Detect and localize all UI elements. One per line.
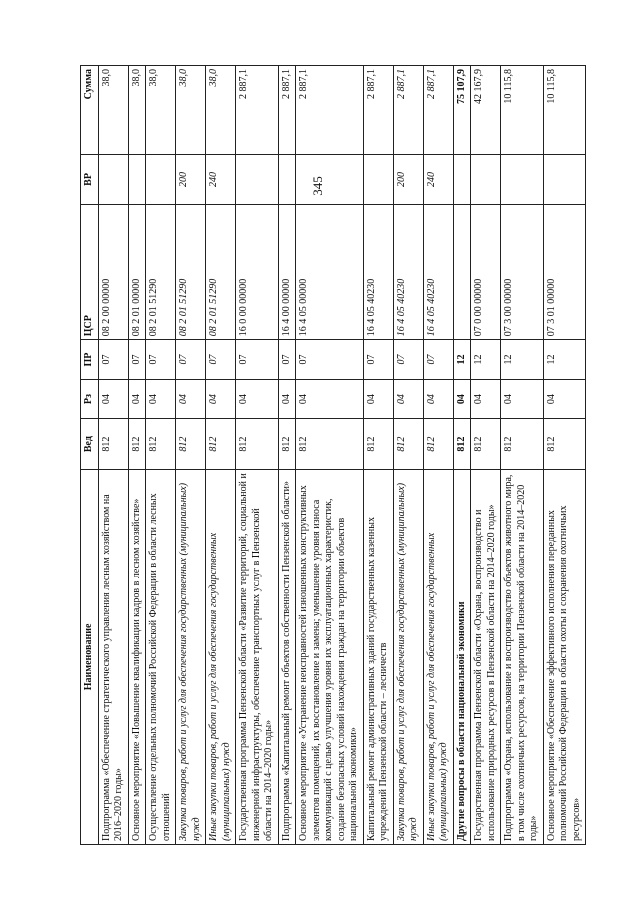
table-row bbox=[423, 66, 453, 845]
cell-ved: 812 bbox=[423, 419, 453, 469]
header-csr: ЦСР bbox=[81, 205, 99, 340]
cell-pr: 07 bbox=[296, 340, 364, 380]
cell-vr: 240 bbox=[206, 154, 236, 204]
table-row bbox=[543, 66, 586, 845]
cell-vr bbox=[98, 154, 128, 204]
cell-pr: 12 bbox=[471, 340, 501, 380]
header-ved: Вед bbox=[81, 419, 99, 469]
cell-pr: 07 bbox=[98, 340, 128, 380]
cell-csr: 08 2 01 51290 bbox=[146, 205, 176, 340]
cell-csr: 08 2 01 00000 bbox=[128, 205, 146, 340]
cell-ved: 812 bbox=[393, 419, 423, 469]
cell-vr: 200 bbox=[176, 154, 206, 204]
table-row bbox=[176, 66, 206, 845]
cell-ved: 812 bbox=[176, 419, 206, 469]
cell-ved: 812 bbox=[543, 419, 586, 469]
cell-ved: 812 bbox=[206, 419, 236, 469]
cell-name: Подпрограмма «Обеспечение стратегического управления лесным хозяйством на 2016–2020 годы» bbox=[98, 469, 128, 844]
cell-ved: 812 bbox=[453, 419, 471, 469]
cell-name: Закупка товаров, работ и услуг для обеспечения государственных (муниципальных) нужд bbox=[176, 469, 206, 844]
cell-pr: 07 bbox=[128, 340, 146, 380]
cell-rz: 04 bbox=[453, 379, 471, 419]
cell-pr: 07 bbox=[278, 340, 296, 380]
cell-vr bbox=[236, 154, 279, 204]
cell-ved: 812 bbox=[278, 419, 296, 469]
table-row bbox=[128, 66, 146, 845]
cell-name: Основное мероприятие «Обеспечение эффективного исполнения переданных полномочий Российской Федерации в области охоты и сохранения охотничьих ресурсов» bbox=[543, 469, 586, 844]
cell-name: Иные закупки товаров, работ и услуг для обеспечения государственных (муниципальных) нужд bbox=[423, 469, 453, 844]
cell-csr bbox=[453, 205, 471, 340]
cell-csr: 07 3 00 00000 bbox=[501, 205, 544, 340]
cell-rz: 04 bbox=[176, 379, 206, 419]
header-vr: ВР bbox=[81, 154, 99, 204]
cell-ved: 812 bbox=[236, 419, 279, 469]
cell-pr: 07 bbox=[363, 340, 393, 380]
cell-name: Основное мероприятие «Повышение квалификации кадров в лесном хозяйстве» bbox=[128, 469, 146, 844]
table-row bbox=[453, 66, 471, 845]
cell-rz: 04 bbox=[98, 379, 128, 419]
cell-ved: 812 bbox=[471, 419, 501, 469]
cell-sum: 38,0 bbox=[176, 66, 206, 155]
cell-sum: 42 167,9 bbox=[471, 66, 501, 155]
cell-pr: 07 bbox=[393, 340, 423, 380]
cell-pr: 07 bbox=[176, 340, 206, 380]
cell-ved: 812 bbox=[363, 419, 393, 469]
cell-name: Основное мероприятие «Устранение неисправностей изношенных конструктивных элементов помещений, их восстановление и замена; уменьшение уровня износа коммуникаций с целью улучшения уровня их эксплуатационных характеристик, создание безопасных условий нахождения граждан на территории объектов национальной экономики» bbox=[296, 469, 364, 844]
cell-sum: 2 887,1 bbox=[423, 66, 453, 155]
cell-vr: 240 bbox=[423, 154, 453, 204]
table-row bbox=[236, 66, 279, 845]
cell-name: Иные закупки товаров, работ и услуг для обеспечения государственных (муниципальных) нужд bbox=[206, 469, 236, 844]
table-row bbox=[471, 66, 501, 845]
cell-vr bbox=[296, 154, 364, 204]
cell-sum: 2 887,1 bbox=[393, 66, 423, 155]
budget-table bbox=[80, 65, 586, 845]
cell-vr bbox=[471, 154, 501, 204]
cell-rz: 04 bbox=[501, 379, 544, 419]
cell-vr bbox=[128, 154, 146, 204]
cell-csr: 16 4 05 00000 bbox=[296, 205, 364, 340]
cell-rz: 04 bbox=[543, 379, 586, 419]
cell-ved: 812 bbox=[146, 419, 176, 469]
cell-pr: 07 bbox=[423, 340, 453, 380]
cell-name: Государственная программа Пензенской области «Охрана, воспроизводство и использование природных ресурсов в Пензенской области на 2014–2020 годы» bbox=[471, 469, 501, 844]
cell-pr: 12 bbox=[453, 340, 471, 380]
budget-table-rotated bbox=[80, 65, 586, 845]
cell-sum: 38,0 bbox=[98, 66, 128, 155]
cell-rz: 04 bbox=[471, 379, 501, 419]
cell-name: Государственная программа Пензенской области «Развитие территорий, социальной и инженерной инфраструктуры, обеспечение транспортных услуг в Пензенской области на 2014–2020 годы» bbox=[236, 469, 279, 844]
cell-name: Другие вопросы в области национальной экономики bbox=[453, 469, 471, 844]
cell-sum: 38,0 bbox=[146, 66, 176, 155]
cell-vr bbox=[146, 154, 176, 204]
cell-sum: 10 115,8 bbox=[543, 66, 586, 155]
cell-csr: 16 4 05 40230 bbox=[363, 205, 393, 340]
cell-name: Подпрограмма «Капитальный ремонт объектов собственности Пензенской области» bbox=[278, 469, 296, 844]
cell-rz: 04 bbox=[393, 379, 423, 419]
table-row bbox=[501, 66, 544, 845]
table-row bbox=[393, 66, 423, 845]
cell-ved: 812 bbox=[501, 419, 544, 469]
table-row bbox=[296, 66, 364, 845]
cell-rz: 04 bbox=[146, 379, 176, 419]
cell-pr: 07 bbox=[236, 340, 279, 380]
cell-sum: 2 887,1 bbox=[236, 66, 279, 155]
cell-pr: 12 bbox=[543, 340, 586, 380]
cell-csr: 16 0 00 00000 bbox=[236, 205, 279, 340]
cell-sum: 2 887,1 bbox=[296, 66, 364, 155]
cell-sum: 75 107,9 bbox=[453, 66, 471, 155]
cell-sum: 2 887,1 bbox=[278, 66, 296, 155]
cell-sum: 38,0 bbox=[128, 66, 146, 155]
page-number: 345 bbox=[309, 176, 325, 196]
cell-vr bbox=[501, 154, 544, 204]
table-row bbox=[206, 66, 236, 845]
table-row bbox=[278, 66, 296, 845]
cell-csr: 16 4 00 00000 bbox=[278, 205, 296, 340]
cell-csr: 16 4 05 40230 bbox=[423, 205, 453, 340]
cell-rz: 04 bbox=[236, 379, 279, 419]
cell-name: Закупка товаров, работ и услуг для обеспечения государственных (муниципальных) нужд bbox=[393, 469, 423, 844]
cell-csr: 08 2 01 51290 bbox=[206, 205, 236, 340]
header-sum: Сумма bbox=[81, 66, 99, 155]
cell-rz: 04 bbox=[128, 379, 146, 419]
cell-csr: 16 4 05 40230 bbox=[393, 205, 423, 340]
cell-ved: 812 bbox=[128, 419, 146, 469]
cell-sum: 38,0 bbox=[206, 66, 236, 155]
header-name: Наименование bbox=[81, 469, 99, 844]
cell-csr: 08 2 01 51290 bbox=[176, 205, 206, 340]
cell-csr: 08 2 00 00000 bbox=[98, 205, 128, 340]
cell-pr: 07 bbox=[206, 340, 236, 380]
cell-pr: 07 bbox=[146, 340, 176, 380]
cell-vr bbox=[453, 154, 471, 204]
table-row bbox=[146, 66, 176, 845]
cell-ved: 812 bbox=[296, 419, 364, 469]
table-header-row bbox=[81, 66, 99, 845]
cell-csr: 07 3 01 00000 bbox=[543, 205, 586, 340]
table-row bbox=[363, 66, 393, 845]
cell-name: Капитальный ремонт административных зданий государственных казенных учреждений Пензенской области – лесничеств bbox=[363, 469, 393, 844]
table-row bbox=[98, 66, 128, 845]
cell-csr: 07 0 00 00000 bbox=[471, 205, 501, 340]
cell-rz: 04 bbox=[363, 379, 393, 419]
cell-sum: 10 115,8 bbox=[501, 66, 544, 155]
cell-rz: 04 bbox=[296, 379, 364, 419]
header-pr: ПР bbox=[81, 340, 99, 380]
cell-pr: 12 bbox=[501, 340, 544, 380]
cell-ved: 812 bbox=[98, 419, 128, 469]
cell-rz: 04 bbox=[423, 379, 453, 419]
cell-vr bbox=[278, 154, 296, 204]
header-rz: Рз bbox=[81, 379, 99, 419]
cell-name: Подпрограмма «Охрана, использование и воспроизводство объектов животного мира, в том числе охотничьих ресурсов, на территории Пензенской области на 2014–2020 годы» bbox=[501, 469, 544, 844]
table-body bbox=[98, 66, 586, 845]
cell-vr bbox=[543, 154, 586, 204]
cell-sum: 2 887,1 bbox=[363, 66, 393, 155]
cell-vr bbox=[363, 154, 393, 204]
cell-rz: 04 bbox=[206, 379, 236, 419]
cell-name: Осуществление отдельных полномочий Российской Федерации в области лесных отношений bbox=[146, 469, 176, 844]
cell-rz: 04 bbox=[278, 379, 296, 419]
cell-vr: 200 bbox=[393, 154, 423, 204]
